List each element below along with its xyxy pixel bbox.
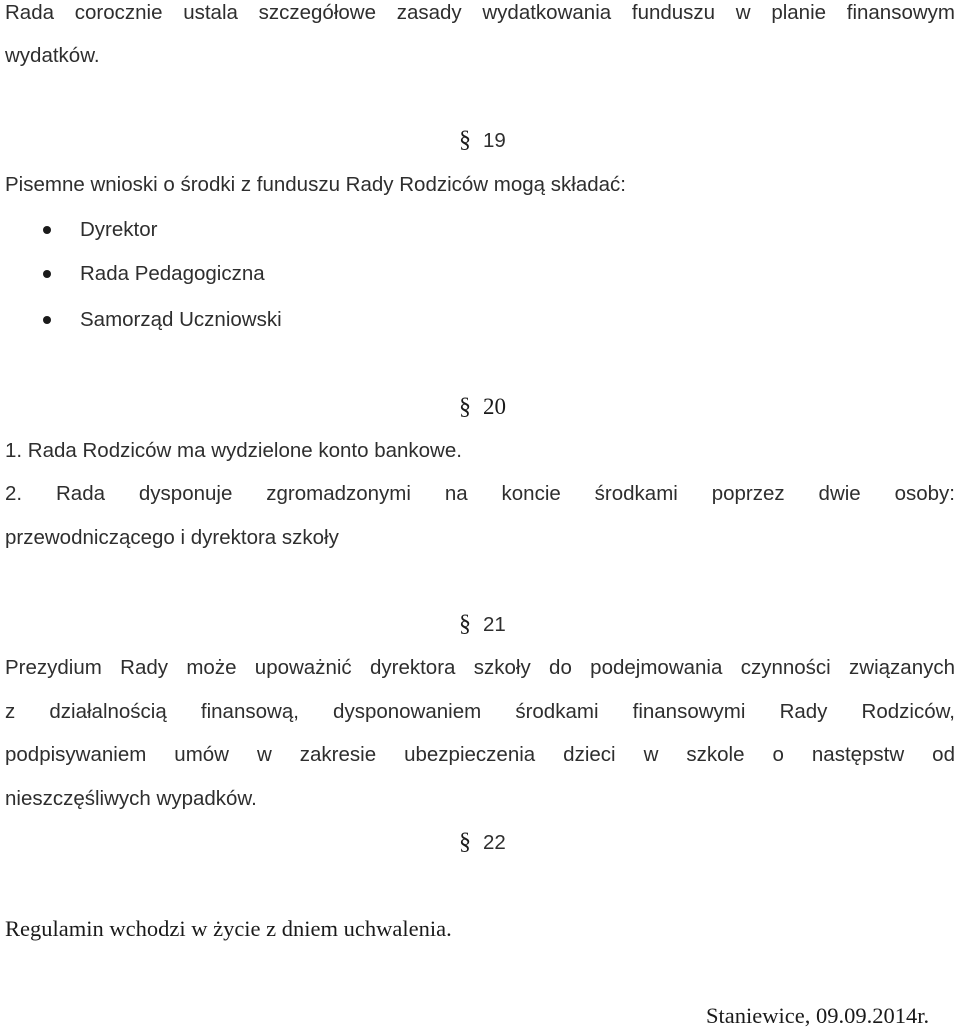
section-22-heading — [459, 829, 506, 856]
fund-rules-line-1: Rada corocznie ustala szczegółowe zasady wydatkowania funduszu w planie finansowym — [5, 1, 955, 24]
bullet-icon — [43, 316, 51, 324]
section-sign: § — [459, 127, 471, 153]
section-21-line-3: podpisywaniem umów w zakresie ubezpieczenia dzieci w szkole o następstw od — [5, 743, 955, 766]
section-21-line-2: z działalnością finansową, dysponowaniem środkami finansowymi Rady Rodziców, — [5, 700, 955, 723]
section-21-line-4: nieszczęśliwych wypadków. — [5, 787, 257, 810]
section-19-intro: Pisemne wnioski o środki z funduszu Rady Rodziców mogą składać: — [5, 173, 626, 196]
section-number: 19 — [483, 129, 506, 152]
section-21-heading — [459, 611, 506, 638]
section-number: 20 — [483, 394, 506, 419]
list-item: Rada Pedagogiczna — [80, 262, 265, 285]
list-item: Dyrektor — [80, 218, 158, 241]
section-number: 21 — [483, 613, 506, 636]
section-20-point-1: 1. Rada Rodziców ma wydzielone konto bankowe. — [5, 439, 462, 462]
section-22-text: Regulamin wchodzi w życie z dniem uchwalenia. — [5, 916, 452, 941]
section-number: 22 — [483, 831, 506, 854]
section-19-heading — [459, 127, 506, 154]
section-sign: § — [459, 829, 471, 855]
section-21-line-1: Prezydium Rady może upoważnić dyrektora szkoły do podejmowania czynności związanych — [5, 656, 955, 679]
fund-rules-line-2: wydatków. — [5, 44, 100, 67]
section-20-heading — [459, 394, 506, 421]
section-sign: § — [459, 394, 471, 420]
section-sign: § — [459, 611, 471, 637]
list-item: Samorząd Uczniowski — [80, 308, 282, 331]
bullet-icon — [43, 270, 51, 278]
bullet-icon — [43, 226, 51, 234]
place-date: Staniewice, 09.09.2014r. — [706, 1003, 930, 1028]
section-20-point-2-line-1: 2. Rada dysponuje zgromadzonymi na koncie środkami poprzez dwie osoby: — [5, 482, 955, 505]
section-20-point-2-line-2: przewodniczącego i dyrektora szkoły — [5, 526, 339, 549]
